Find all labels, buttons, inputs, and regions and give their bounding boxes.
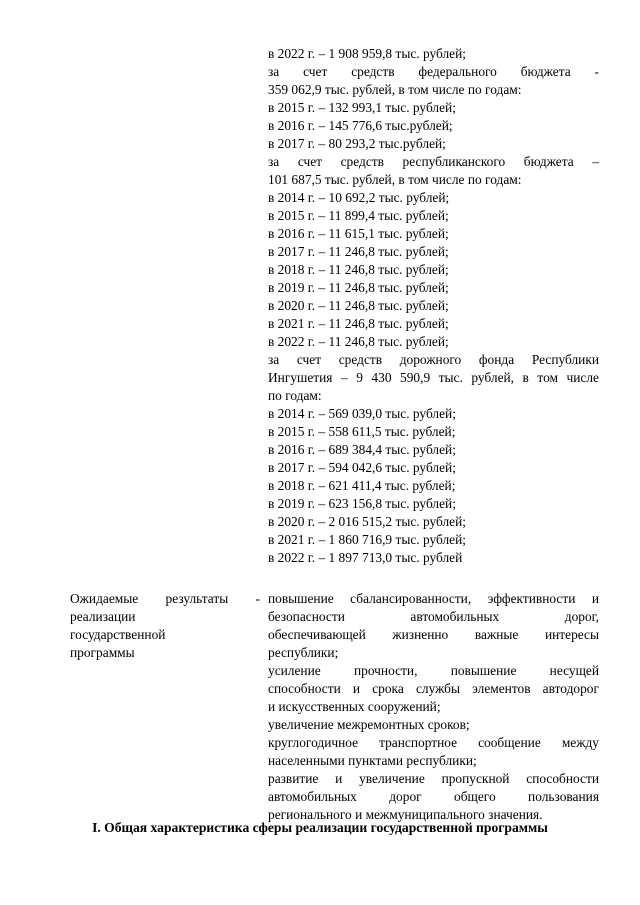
financing-line: 359 062,9 тыс. рублей, в том числе по годам: [268, 82, 522, 97]
results-label-line: государственной [70, 627, 166, 642]
results-line: усиление прочности, повышение несущей [268, 663, 599, 678]
financing-line: за счет средств федерального бюджета - [268, 64, 599, 79]
results-line: обеспечивающей жизненно важные интересы [268, 627, 599, 642]
financing-line: в 2017 г. – 594 042,6 тыс. рублей; [268, 460, 456, 475]
financing-line: в 2017 г. – 80 293,2 тыс.рублей; [268, 136, 446, 151]
results-line: развитие и увеличение пропускной способности [268, 771, 599, 786]
results-line: круглогодичное транспортное сообщение между [268, 735, 599, 750]
financing-line: в 2020 г. – 11 246,8 тыс. рублей; [268, 298, 449, 313]
financing-line: в 2021 г. – 11 246,8 тыс. рублей; [268, 316, 449, 331]
financing-line: в 2018 г. – 11 246,8 тыс. рублей; [268, 262, 449, 277]
results-line: увеличение межремонтных сроков; [268, 717, 470, 732]
results-label-line: Ожидаемые результаты - [70, 591, 260, 606]
results-line: способности и срока службы элементов автодорог [268, 681, 599, 696]
financing-line: в 2022 г. – 1 908 959,8 тыс. рублей; [268, 46, 466, 61]
financing-line: 101 687,5 тыс. рублей, в том числе по годам: [268, 172, 522, 187]
results-line: республики; [268, 645, 339, 660]
financing-line: в 2020 г. – 2 016 515,2 тыс. рублей; [268, 514, 466, 529]
financing-line: в 2022 г. – 11 246,8 тыс. рублей; [268, 334, 449, 349]
financing-line: в 2016 г. – 689 384,4 тыс. рублей; [268, 442, 456, 457]
financing-line: в 2015 г. – 558 611,5 тыс. рублей; [268, 424, 456, 439]
financing-line: в 2016 г. – 145 776,6 тыс.рублей; [268, 118, 453, 133]
financing-line: в 2019 г. – 11 246,8 тыс. рублей; [268, 280, 449, 295]
financing-line: в 2015 г. – 132 993,1 тыс. рублей; [268, 100, 456, 115]
financing-line: в 2019 г. – 623 156,8 тыс. рублей; [268, 496, 456, 511]
results-line: населенными пунктами республики; [268, 753, 477, 768]
financing-line: в 2018 г. – 621 411,4 тыс. рублей; [268, 478, 456, 493]
financing-line: в 2021 г. – 1 860 716,9 тыс. рублей; [268, 532, 466, 547]
financing-line: по годам: [268, 388, 322, 403]
results-line: и искусственных сооружений; [268, 699, 441, 714]
financing-line: в 2017 г. – 11 246,8 тыс. рублей; [268, 244, 449, 259]
financing-line: в 2022 г. – 1 897 713,0 тыс. рублей [268, 550, 463, 565]
results-line: регионального и межмуниципального значения. [268, 807, 543, 822]
section-title: I. Общая характеристика сферы реализации государственной программы [92, 820, 548, 835]
financing-line: Ингушетия – 9 430 590,9 тыс. рублей, в том числе [268, 370, 599, 385]
financing-line: в 2014 г. – 569 039,0 тыс. рублей; [268, 406, 456, 421]
financing-line: в 2015 г. – 11 899,4 тыс. рублей; [268, 208, 449, 223]
financing-line: в 2014 г. – 10 692,2 тыс. рублей; [268, 190, 450, 205]
results-label-line: программы [70, 645, 135, 660]
results-line: автомобильных дорог общего пользования [268, 789, 599, 804]
results-line: повышение сбалансированности, эффективности и [268, 591, 599, 606]
results-label-line: реализации [70, 609, 136, 624]
financing-line: в 2016 г. – 11 615,1 тыс. рублей; [268, 226, 449, 241]
financing-line: за счет средств республиканского бюджета – [268, 154, 599, 169]
financing-line: за счет средств дорожного фонда Республики [268, 352, 599, 367]
results-line: безопасности автомобильных дорог, [268, 609, 599, 624]
